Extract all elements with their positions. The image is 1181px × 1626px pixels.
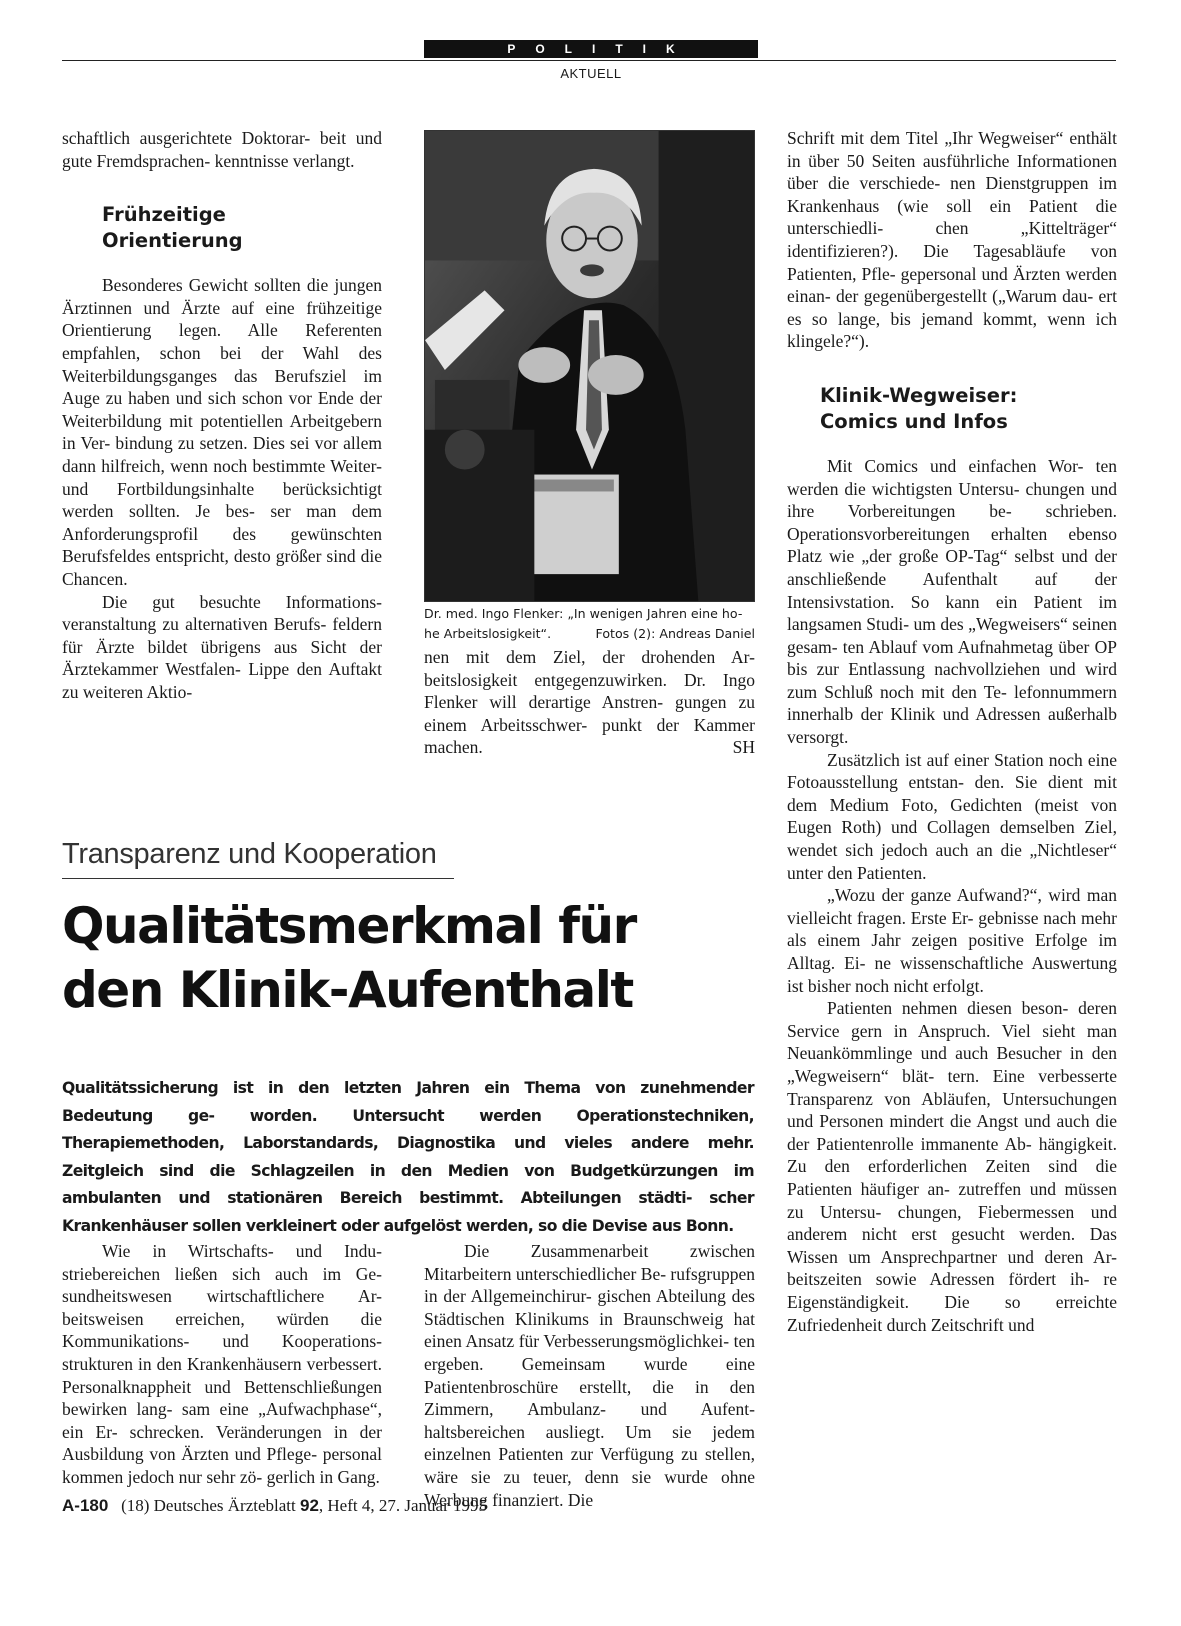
paragraph: Schrift mit dem Titel „Ihr Wegweiser“ enthält in über 50 Seiten ausführliche Informationen über die verschiede- nen Dienstgruppen im Krankenhaus (wie soll ein Patient die unterschiedli- chen „Kittelträger“ identifizieren?). Die Tagesabläufe von Patienten, Pfle- gepersonal und Ärzten werden einan- der gegenübergestellt („Warum dau- ert es so lange, bis jemand kommt, wenn ich klingele?“).: [787, 128, 1117, 352]
header-rule: [62, 60, 1116, 61]
subheading: [62, 202, 382, 254]
article-column-2: [424, 1240, 755, 1511]
paragraph: Die Zusammenarbeit zwischen Mitarbeitern unterschiedlicher Be- rufsgruppen in der Allgemeinchirur- gischen Abteilung des Städtischen Klinikums in Braunschweig hat einen Ansatz für Verbesserungsmöglichkei- ten ergeben. Gemeinsam wurde eine Patientenbroschüre erstellt, die in den Zimmern, Ambulanz- und Aufent- haltsbereichen ausliegt. Um sie jedem einzelnen Patienten zur Verfügung zu stellen, wäre sie zu teuer, denn sie wurde ohne Werbung finanziert. Die: [424, 1241, 755, 1510]
page-footer: [62, 1496, 487, 1516]
subheading-line: Comics und Infos: [820, 409, 1008, 433]
caption-line: Dr. med. Ingo Flenker: „In wenigen Jahren eine ho-: [424, 606, 743, 621]
subheading-line: Klinik-Wegweiser:: [820, 383, 1018, 407]
author-signature: SH: [732, 737, 755, 758]
column-2-top: [424, 646, 755, 759]
paragraph: Wie in Wirtschafts- und Indu- striebereichen ließen sich auch im Ge- sundheitswesen wirtschaftlichere Ar- beitsweisen erreichen, würden die Kommunikations- und Kooperations- strukturen in den Krankenhäusern verbessert. Personalknappheit und Bettenschließungen bewirken lang- sam eine „Aufwachphase“, ein Er- schrecken. Veränderungen in der Ausbildung von Ärzten und Pflege- personal kommen jedoch nur sehr zö- gerlich in Gang.: [62, 1241, 382, 1487]
subsection-label: AKTUELL: [560, 66, 622, 81]
paragraph: Mit Comics und einfachen Wor- ten werden die wichtigsten Untersu- chungen und ihre Vorbereitungen be- schrieben. Operationsvorbereitungen erhalten ebenso Platz wie „der große OP-Tag“ selbst und der anschließende Aufenthalt auf der Intensivstation. So kann ein Patient im langsamen Studi- um des „Wegweisers“ seinen gesam- ten Ablauf vom Aufnahmetag über OP bis zur Entlassung nachvollziehen und wird zum Schluß noch mit den Te- lefonnummern innerhalb der Klinik und Adressen außerhalb versorgt.: [787, 455, 1117, 748]
article-kicker: Transparenz und Kooperation: [62, 838, 437, 870]
photo-credit: Fotos (2): Andreas Daniel: [595, 626, 755, 641]
paragraph: Besonderes Gewicht sollten die jungen Ärztinnen und Ärzte auf eine frühzeitige Orientierung legen. Alle Referenten empfahlen, schon bei der Wahl des Weiterbildungsganges das Berufsziel im Auge zu haben und sich schon vor Ende der Weiterbildung mit potentiellen Arbeitgebern in Ver- bindung zu setzen. Dies sei vor allem dann hilfreich, wenn noch bestimmte Weiter- und Fortbildungsinhalte berücksichtigt werden sollten. Je bes- ser man dem Anforderungsprofil des gewünschten Berufsfeldes entspricht, desto größer sind die Chancen.: [62, 275, 382, 589]
photo-caption: [424, 604, 755, 644]
paragraph: Zusätzlich ist auf einer Station noch eine Fotoausstellung entstan- den. Sie dient mit dem Medium Foto, Gedichten (meist von Eugen Roth) und Collagen demselben Ziel, wendet sich jedoch auch an die „Nichtleser“ unter den Patienten.: [787, 749, 1117, 883]
subheading-line: Frühzeitige: [102, 203, 226, 227]
paragraph: „Wozu der ganze Aufwand?“, wird man vielleicht fragen. Erste Er- gebnisse nach mehr als einem Jahr zeigen positive Erfolge im Alltag. Ei- ne wissenschaftliche Auswertung ist bisher noch nicht erfolgt.: [787, 885, 1117, 996]
paragraph: Die gut besuchte Informations- veranstaltung zu alternativen Berufs- feldern für Ärzte bildet übrigens aus Sicht der Ärztekammer Westfalen- Lippe den Auftakt zu weiteren Aktio-: [62, 591, 382, 702]
photo-speaker: [424, 130, 755, 602]
paragraph: schaftlich ausgerichtete Doktorar- beit und gute Fremdsprachen- kenntnisse verlangt.: [62, 128, 382, 171]
column-3: [787, 127, 1117, 1336]
caption-text: he Arbeitslosigkeit“.: [424, 626, 552, 641]
journal-volume: 92: [299, 1496, 319, 1515]
paragraph: [424, 646, 755, 759]
speaker-photo-illustration: [425, 131, 754, 601]
column-1-top: [62, 127, 382, 703]
page-number: A-180: [62, 1496, 109, 1515]
subheading-line: Orientierung: [102, 229, 243, 253]
caption-line: [424, 624, 755, 644]
issue-date: , Heft 4, 27. Januar 1995: [318, 1496, 487, 1515]
headline-line: Qualitätsmerkmal für: [62, 897, 636, 955]
paragraph: Patienten nehmen diesen beson- deren Service gern in Anspruch. Viel sieht man Neuankömmlinge und auch Besucher in den „Wegweisern“ blät- tern. Eine verbesserte Transparenz von Abläufen, Untersuchungen und Personen mindert die Angst und auch die der Patientenrolle immanente Ab- hängigkeit. Zu den erforderlichen Zeiten sind die Patienten häufiger an- zutreffen und müssen zu Untersu- chungen, Fiebermessen und anderem nicht erst gesucht werden. Das Wissen um Ansprechpartner und deren Ar- beitszeiten sowie Adressen fördert ih- re Eigenständigkeit. Die so erreichte Zufriedenheit durch Zeitschrift und: [787, 998, 1117, 1335]
journal-issue: (18) Deutsches Ärzteblatt: [121, 1496, 296, 1515]
article-lead: Qualitätssicherung ist in den letzten Jahren ein Thema von zunehmender Bedeutung ge- worden. Untersucht werden Operationstechniken, Therapiemethoden, Laborstandards, Diagnostika und vieles andere mehr. Zeitgleich sind die Schlagzeilen in den Medien von Budgetkürzungen im ambulanten und stationären Bereich bestimmt. Abteilungen städti- scher Krankenhäuser sollen verkleinert oder aufgelöst werden, so die Devise aus Bonn.: [62, 1079, 754, 1235]
section-banner: POLITIK: [424, 40, 758, 58]
paragraph-text: nen mit dem Ziel, der drohenden Ar- beitslosigkeit entgegenzuwirken. Dr. Ingo Flenker will derartige Anstren- gungen zu einem Arbeitsschwer- punkt der Kammer machen.: [424, 647, 755, 758]
kicker-rule: [62, 878, 454, 879]
subheading: [787, 383, 1117, 435]
article-column-1: [62, 1240, 382, 1489]
headline-line: den Klinik-Aufenthalt: [62, 961, 633, 1019]
article-headline: [62, 894, 702, 1022]
